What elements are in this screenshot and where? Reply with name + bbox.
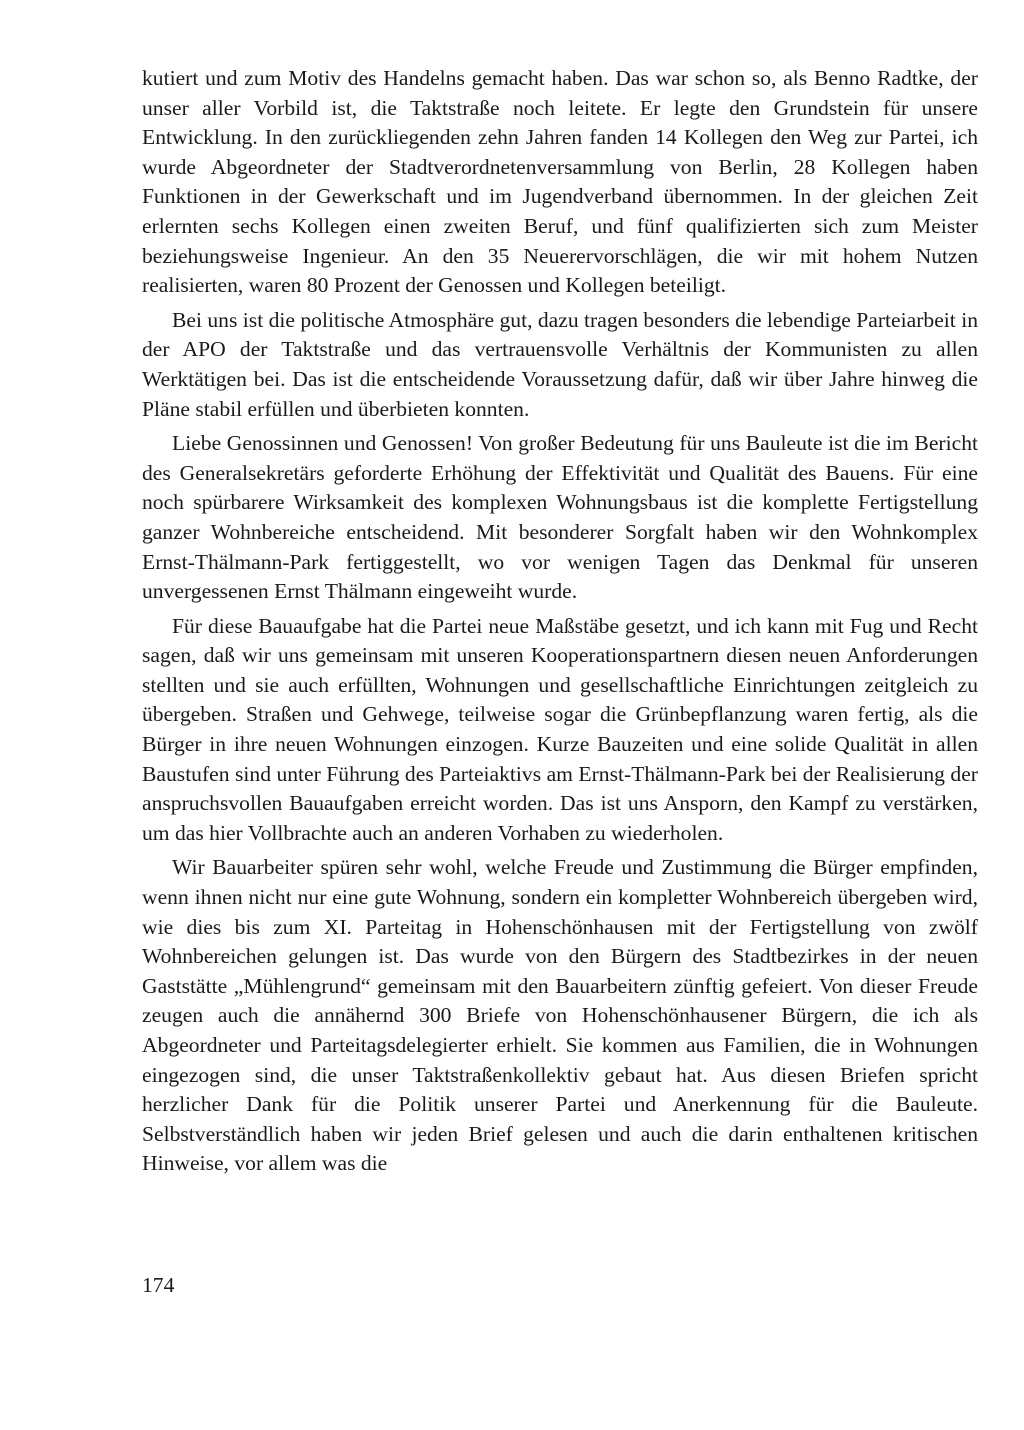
paragraph-2: Bei uns ist die politische Atmosphäre gut, dazu tragen besonders die lebendige Parteiarbeit in der APO der Taktstraße und das vertrauensvolle Verhältnis der Kommunisten zu allen Werktätigen bei. Das ist die entscheidende Voraussetzung dafür, daß wir über Jahre hinweg die Pläne stabil erfüllen und überbieten konnten. [142,307,978,421]
paragraph-4: Für diese Bauaufgabe hat die Partei neue Maßstäbe gesetzt, und ich kann mit Fug und Recht sagen, daß wir uns gemeinsam mit unseren Kooperationspartnern diesen neuen Anforderungen stellten und sie auch erfüllten, Wohnungen und gesellschaftliche Einrichtungen zeitgleich zu übergeben. Straßen und Gehwege, teilweise sogar die Grünbepflanzung waren fertig, als die Bürger in ihre neuen Wohnungen einzogen. Kurze Bauzeiten und eine solide Qualität in allen Baustufen sind unter Führung des Parteiaktivs am Ernst-Thälmann-Park bei der Realisierung der anspruchsvollen Bauaufgaben erreicht worden. Das ist uns Ansporn, den Kampf zu verstärken, um das hier Vollbrachte auch an anderen Vorhaben zu wiederholen. [142,613,978,845]
document-body [142,64,978,1184]
paragraph-5: Wir Bauarbeiter spüren sehr wohl, welche Freude und Zustimmung die Bürger empfinden, wenn ihnen nicht nur eine gute Wohnung, sondern ein kompletter Wohnbereich übergeben wird, wie dies bis zum XI. Parteitag in Hohenschönhausen mit der Fertigstellung von zwölf Wohnbereichen gelungen ist. Das wurde von den Bürgern des Stadtbezirkes in der neuen Gaststätte „Mühlengrund“ gemeinsam mit den Bauarbeitern zünftig gefeiert. Von dieser Freude zeugen auch die annähernd 300 Briefe von Hohenschönhausener Bürgern, die ich als Abgeordneter und Parteitagsdelegierter erhielt. Sie kommen aus Familien, die in Wohnungen eingezogen sind, die unser Taktstraßenkollektiv gebaut hat. Aus diesen Briefen spricht herzlicher Dank für die Politik unserer Partei und Anerkennung für die Bauleute. Selbstverständlich haben wir jeden Brief gelesen und auch die darin enthaltenen kritischen Hinweise, vor allem was die [142,855,978,1176]
page-number: 174 [142,1273,175,1297]
paragraph-1: kutiert und zum Motiv des Handelns gemacht haben. Das war schon so, als Benno Radtke, der unser aller Vorbild ist, die Taktstraße noch leitete. Er legte den Grundstein für unsere Entwicklung. In den zurückliegenden zehn Jahren fanden 14 Kollegen den Weg zur Partei, ich wurde Abgeordneter der Stadtverordnetenversammlung von Berlin, 28 Kollegen haben Funktionen in der Gewerkschaft und im Jugendverband übernommen. In der gleichen Zeit erlernten sechs Kollegen einen zweiten Beruf, und fünf qualifizierten sich zum Meister beziehungsweise Ingenieur. An den 35 Neuerervorschlägen, die wir mit hohem Nutzen realisierten, waren 80 Prozent der Genossen und Kollegen beteiligt. [142,66,978,298]
paragraph-3: Liebe Genossinnen und Genossen! Von großer Bedeutung für uns Bauleute ist die im Bericht des Generalsekretärs geforderte Erhöhung der Effektivität und Qualität des Bauens. Für eine noch spürbarere Wirksamkeit des komplexen Wohnungsbaus ist die komplette Fertigstellung ganzer Wohnbereiche entscheidend. Mit besonderer Sorgfalt haben wir den Wohnkomplex Ernst-Thälmann-Park fertiggestellt, wo vor wenigen Tagen das Denkmal für unseren unvergessenen Ernst Thälmann eingeweiht wurde. [142,431,978,604]
